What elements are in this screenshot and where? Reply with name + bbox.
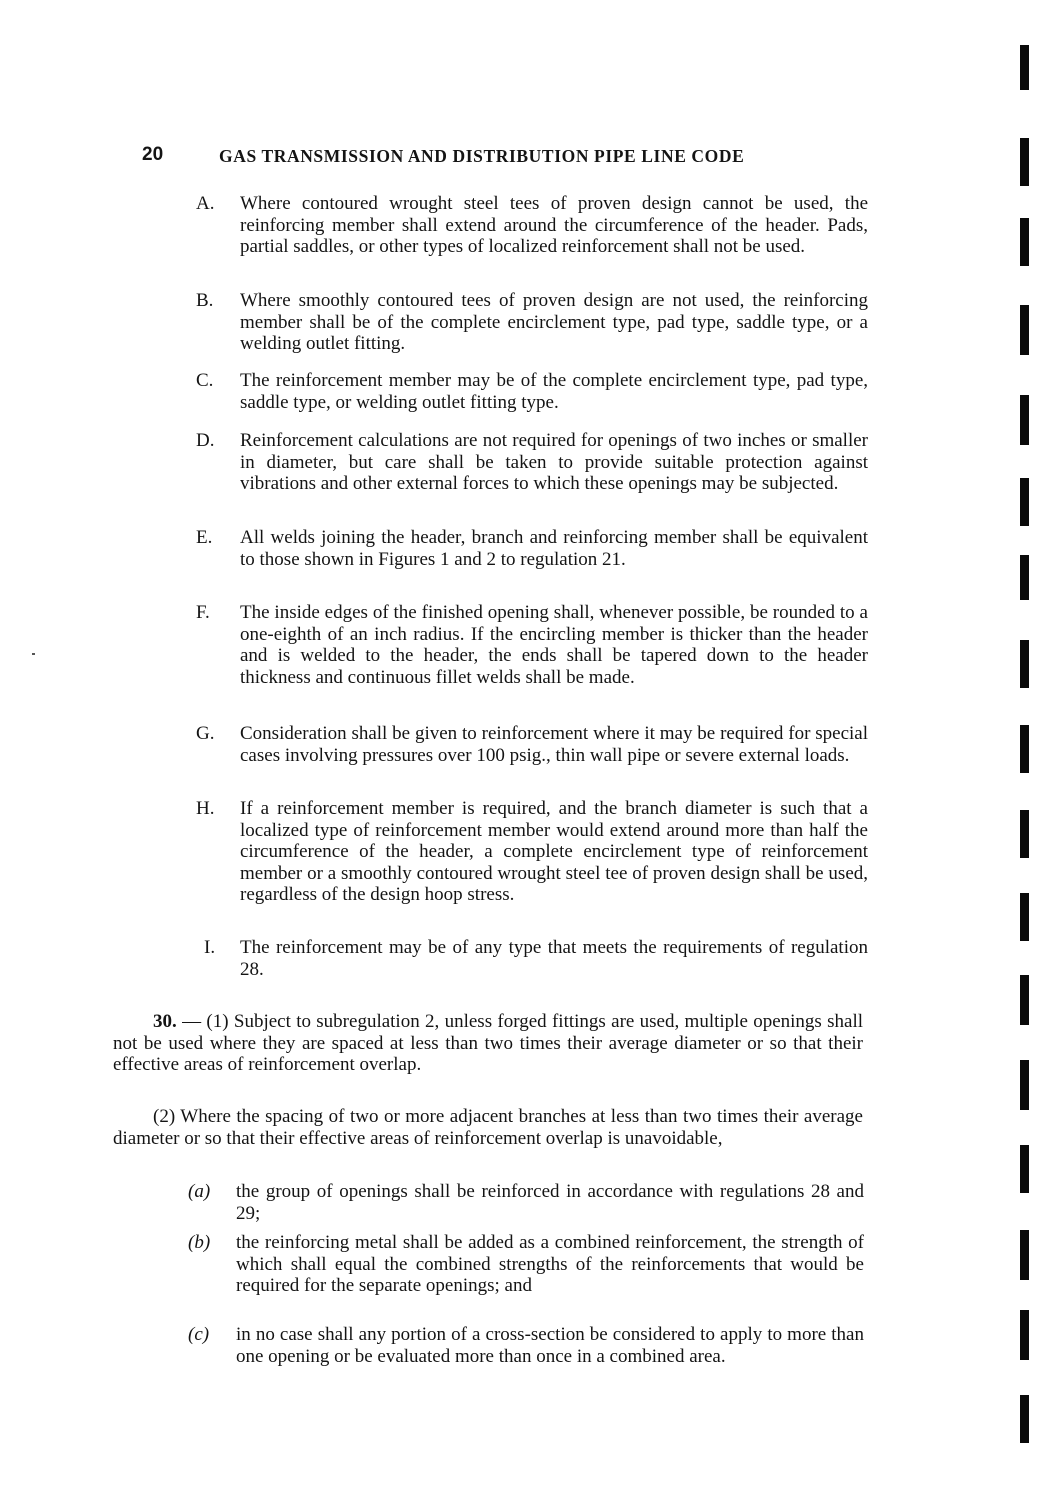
item-b bbox=[196, 290, 868, 355]
scan-margin-mark bbox=[1020, 45, 1029, 90]
subitem-text: in no case shall any portion of a cross-section be considered to apply to more than one opening or be evaluated more than once in a combined area. bbox=[236, 1324, 864, 1367]
paragraph-text: (2) Where the spacing of two or more adjacent branches at less than two times their average diameter or so that their effective areas of reinforcement overlap is unavoidable, bbox=[113, 1106, 863, 1149]
item-c bbox=[196, 370, 868, 413]
subitem-label: (c) bbox=[188, 1324, 210, 1345]
item-text: Where contoured wrought steel tees of proven design cannot be used, the reinforcing member shall extend around the circumference of the header. Pads, partial saddles, or other types of localized reinforcement shall not be used. bbox=[240, 193, 868, 257]
scan-margin-mark bbox=[1020, 395, 1029, 445]
subitem-c bbox=[188, 1324, 864, 1367]
item-f bbox=[196, 602, 868, 688]
item-d bbox=[196, 430, 868, 495]
scan-margin-mark bbox=[1020, 1395, 1029, 1443]
scan-speck bbox=[32, 653, 35, 655]
scan-margin-mark bbox=[1020, 478, 1029, 526]
item-text: Reinforcement calculations are not required for openings of two inches or smaller in diameter, but care shall be taken to provide suitable protection against vibrations and other external forces to which these openings may be subjected. bbox=[240, 430, 868, 494]
scan-margin-mark bbox=[1020, 1145, 1029, 1193]
regulation-dash: — bbox=[182, 1011, 202, 1032]
item-label: C. bbox=[196, 370, 214, 391]
scan-margin-mark bbox=[1020, 218, 1029, 266]
scan-margin-mark bbox=[1020, 810, 1029, 858]
item-label: I. bbox=[204, 937, 216, 958]
scan-margin-mark bbox=[1020, 305, 1029, 355]
paragraph-text: (1) Subject to subregulation 2, unless forged fittings are used, multiple openings shall not be used where they are spaced at less than two times their average diameter or so that their effective areas of reinforcement overlap. bbox=[113, 1011, 864, 1075]
scan-margin-mark bbox=[1020, 1310, 1029, 1360]
item-text: The reinforcement may be of any type that meets the requirements of regulation 28. bbox=[240, 937, 868, 980]
item-label: B. bbox=[196, 290, 214, 311]
subitem-b bbox=[188, 1232, 864, 1297]
scan-margin-mark bbox=[1020, 725, 1029, 773]
page-number: 20 bbox=[142, 144, 164, 165]
scan-margin-mark bbox=[1020, 640, 1029, 688]
item-i bbox=[196, 937, 868, 980]
scan-margin-mark bbox=[1020, 138, 1029, 186]
regulation-30-paragraph-2 bbox=[113, 1106, 863, 1149]
subitem-label: (b) bbox=[188, 1232, 211, 1253]
subitem-a bbox=[188, 1181, 864, 1224]
scan-margin-mark bbox=[1020, 555, 1029, 600]
item-text: Consideration shall be given to reinforcement where it may be required for special cases involving pressures over 100 psig., thin wall pipe or severe external loads. bbox=[240, 723, 868, 766]
item-e bbox=[196, 527, 868, 570]
scan-margin-mark bbox=[1020, 1230, 1029, 1280]
regulation-number: 30. bbox=[153, 1011, 177, 1032]
scan-margin-mark bbox=[1020, 975, 1029, 1025]
item-text: All welds joining the header, branch and reinforcing member shall be equivalent to those shown in Figures 1 and 2 to regulation 21. bbox=[240, 527, 868, 570]
subitem-text: the group of openings shall be reinforced in accordance with regulations 28 and 29; bbox=[236, 1181, 864, 1224]
item-label: G. bbox=[196, 723, 215, 744]
regulation-30-paragraph-1 bbox=[113, 1011, 863, 1076]
running-title: GAS TRANSMISSION AND DISTRIBUTION PIPE LINE CODE bbox=[219, 146, 745, 166]
item-g bbox=[196, 723, 868, 766]
item-label: D. bbox=[196, 430, 215, 451]
item-label: E. bbox=[196, 527, 213, 548]
item-h bbox=[196, 798, 868, 906]
item-text: The reinforcement member may be of the complete encirclement type, pad type, saddle type, or welding outlet fitting type. bbox=[240, 370, 868, 413]
item-a bbox=[196, 193, 868, 258]
item-label: H. bbox=[196, 798, 215, 819]
subitem-label: (a) bbox=[188, 1181, 211, 1202]
scan-margin-mark bbox=[1020, 1060, 1029, 1110]
item-text: Where smoothly contoured tees of proven design are not used, the reinforcing member shall be of the complete encirclement type, pad type, saddle type, or a welding outlet fitting. bbox=[240, 290, 868, 354]
item-text: If a reinforcement member is required, and the branch diameter is such that a localized type of reinforcement member would extend around more than half the circumference of the header, a complete encirclement type of reinforcement member or a smoothly contoured wrought steel tee of proven design shall be used, regardless of the design hoop stress. bbox=[240, 798, 868, 905]
item-label: A. bbox=[196, 193, 215, 214]
scan-margin-mark bbox=[1020, 893, 1029, 941]
subitem-text: the reinforcing metal shall be added as a combined reinforcement, the strength of which shall equal the combined strengths of the reinforcements that would be required for the separate openings; and bbox=[236, 1232, 864, 1296]
item-label: F. bbox=[196, 602, 210, 623]
item-text: The inside edges of the finished opening shall, whenever possible, be rounded to a one-eighth of an inch radius. If the encircling member is thicker than the header and is welded to the header, the ends shall be tapered down to the header thickness and continuous fillet welds shall be made. bbox=[240, 602, 868, 688]
